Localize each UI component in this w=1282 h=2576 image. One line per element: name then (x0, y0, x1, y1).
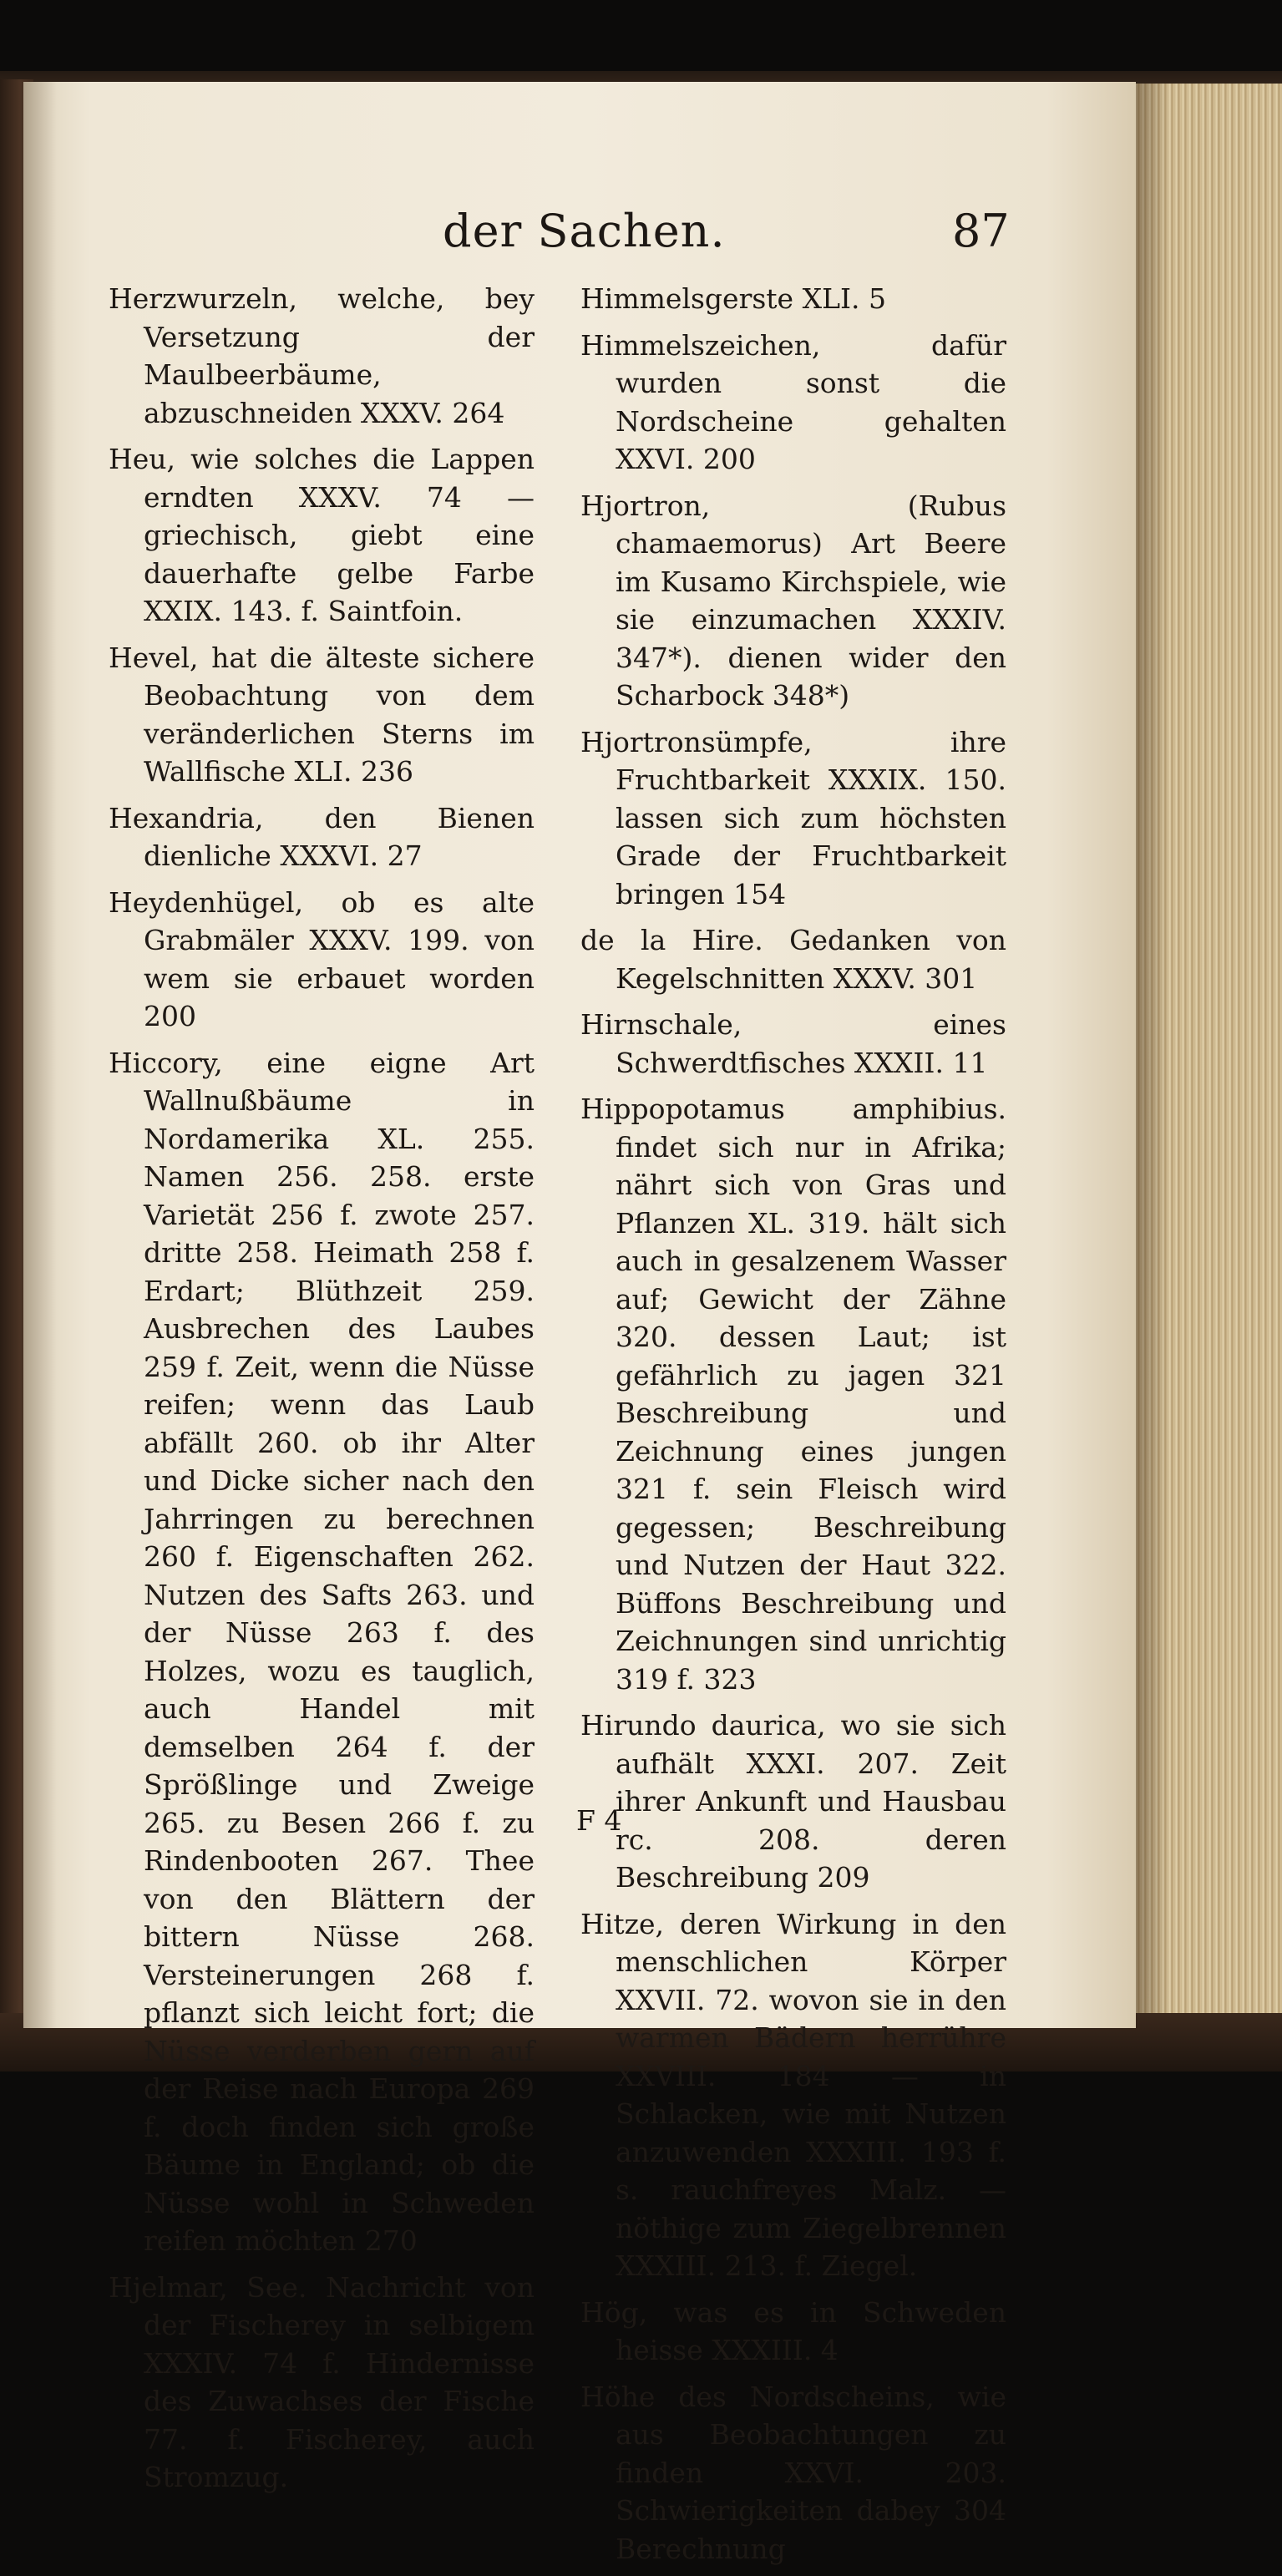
index-entry: Heu, wie solches die Lappen erndten XXXV. 74 — griechisch, giebt eine dauerhafte gelbe Farbe XXIX. 143. f. Saintfoin. (109, 443, 535, 627)
signature-mark: F 4 (576, 1804, 622, 1837)
running-head-title: der Sachen. (443, 205, 726, 257)
index-entry: Herzwurzeln, welche, bey Versetzung der Maulbeerbäume, abzuschneiden XXXV. 264 (109, 282, 535, 429)
index-column-left (109, 280, 535, 2505)
index-entry: Hiccory, eine eigne Art Wallnußbäume in Nordamerika XL. 255. Namen 256. 258. erste Varietät 256 f. zwote 257. dritte 258. Heimath 258 f. Erdart; Blüthzeit 259. Ausbrechen des Laubes 259 f. Zeit, wenn die Nüsse reifen; wenn das Laub abfällt 260. ob ihr Alter und Dicke sicher nach den Jahrringen zu berechnen 260 f. Eigenschaften 262. Nutzen des Safts 263. und der Nüsse 263 f. des Holzes, wozu es tauglich, auch Handel mit demselben 264 f. der Sprößlinge und Zweige 265. zu Besen 266 f. zu Rindenbooten 267. Thee von den Blättern der bittern Nüsse 268. Versteinerungen 268 f. pflanzt sich leicht fort; die Nüsse verderben gern auf der Reise nach Europa 269 f. doch finden sich große Bäume in England; ob die Nüsse wohl in Schweden reifen möchten 270 (109, 1046, 535, 2257)
index-entry: Hevel, hat die älteste sichere Beobachtung von dem veränderlichen Sterns im Wallfische XLI. 236 (109, 641, 535, 788)
index-entry: Hippopotamus amphibius. findet sich nur in Afrika; nährt sich von Gras und Pflanzen XL. 319. hält sich auch in gesalzenem Wasser auf; Gewicht der Zähne 320. dessen Laut; ist gefährlich zu jagen 321 Beschreibung und Zeichnung eines jungen 321 f. sein Fleisch wird gegessen; Beschreibung und Nutzen der Haut 322. Büffons Beschreibung und Zeichnungen sind unrichtig 319 f. 323 (580, 1093, 1006, 1696)
index-entry: Heydenhügel, ob es alte Grabmäler XXXV. 199. von wem sie erbauet worden 200 (109, 885, 535, 1032)
index-entry: Hjortronsümpfe, ihre Fruchtbarkeit XXXIX. 150. lassen sich zum höchsten Grade der Fruchtbarkeit bringen 154 (580, 725, 1006, 910)
index-entry: Hjortron, (Rubus chamaemorus) Art Beere im Kusamo Kirchspiele, wie sie einzumachen XXXIV. 347*). dienen wider den Scharbock 348*) (580, 489, 1006, 712)
index-entry: Hög, was es in Schweden heisse XXXIII. 4 (580, 2295, 1006, 2366)
index-entry: Hirundo daurica, wo sie sich aufhält XXXI. 207. Zeit ihrer Ankunft und Hausbau rc. 208. deren Beschreibung 209 (580, 1709, 1006, 1894)
index-entry: Himmelsgerste XLI. 5 (580, 282, 886, 315)
index-entry: Hjelmar, See. Nachricht von der Fischerey in selbigem XXXIV. 74 f. Hindernisse des Zuwachses der Fische 77. f. Fischerey, auch Stromzug. (109, 2270, 535, 2493)
index-entry: Hitze, deren Wirkung in den menschlichen Körper XXVII. 72. wovon sie in den warmen Bädern herrühre XXVIII. 184 — in Schlacken, wie mit Nutzen anzuwenden XXXIII. 193 f. s. rauchfreyes Malz. — nöthige zum Ziegelbrennen XXXIII. 213. f. Ziegel. (580, 1907, 1006, 2282)
index-entry: Hexandria, den Bienen dienliche XXXVI. 27 (109, 801, 535, 872)
page-number: 87 (952, 205, 1010, 257)
index-entry: Hirnschale, eines Schwerdtfisches XXXII. 11 (580, 1008, 1006, 1079)
index-column-right (580, 280, 1006, 2576)
index-entry: Höhe des Nordscheins, wie aus Beobachtungen zu finden XXVI. 203. Schwierigkeiten dabey 304 Berechnung (580, 2380, 1006, 2565)
page-gutter (23, 82, 57, 2028)
index-entry: de la Hire. Gedanken von Kegelschnitten XXXV. 301 (580, 924, 1006, 995)
index-entry: Himmelszeichen, dafür wurden sonst die Nordscheine gehalten XXVI. 200 (580, 328, 1006, 475)
